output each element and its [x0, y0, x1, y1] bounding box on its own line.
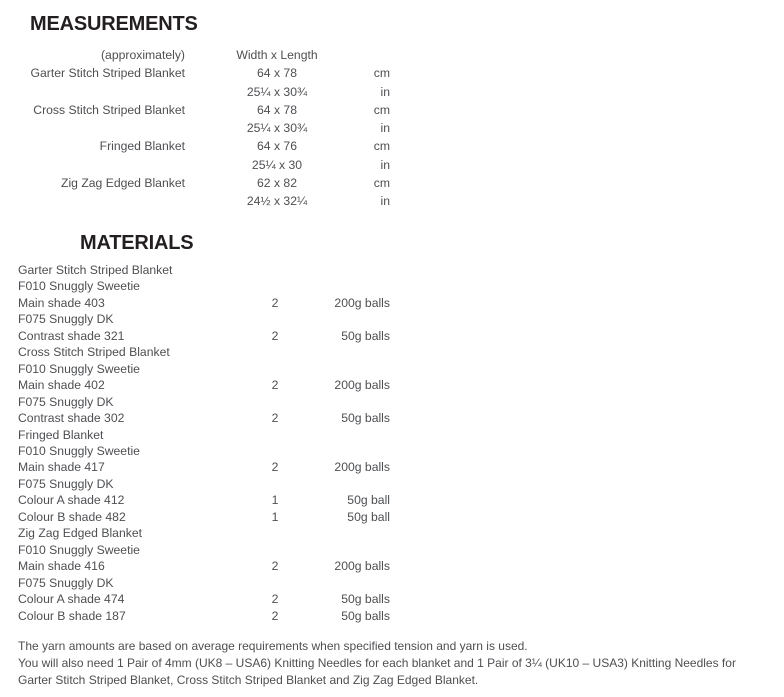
measurements-row-label: Garter Stitch Striped Blanket — [30, 66, 185, 81]
measurements-row — [0, 137, 400, 155]
materials-row-label: F075 Snuggly DK — [18, 394, 114, 409]
measurements-row-size: 24½ x 32¼ — [246, 194, 308, 209]
materials-row-label: Main shade 416 — [18, 559, 105, 574]
needles-note: You will also need 1 Pair of 4mm (UK8 – USA6) Knitting Needles for each blanket and 1 Pair of 3¼ (UK10 – USA3) Knitting Needles for Garter Stitch Striped Blanket, Cross Stitch Striped Blanket and Zig Zag Edged Blanket. — [18, 656, 736, 687]
materials-row-quantity: 2 — [271, 608, 279, 623]
materials-row-quantity: 1 — [271, 493, 279, 508]
materials-row-label: F010 Snuggly Sweetie — [18, 443, 140, 458]
measurements-row-unit: cm — [373, 102, 390, 117]
materials-row — [18, 525, 390, 541]
materials-row-quantity — [255, 311, 295, 327]
materials-row-amount — [295, 262, 390, 278]
materials-row — [18, 344, 390, 360]
materials-row-label: Main shade 402 — [18, 378, 105, 393]
materials-row-quantity — [255, 394, 295, 410]
measurements-row-size: 64 x 78 — [257, 66, 297, 81]
measurements-row-label: Fringed Blanket — [99, 139, 185, 154]
notes-section — [18, 638, 768, 689]
materials-row-amount — [295, 278, 390, 294]
materials-row — [18, 311, 390, 327]
materials-row-quantity: 2 — [271, 328, 279, 343]
materials-row-amount — [295, 575, 390, 591]
materials-row-quantity — [255, 344, 295, 360]
measurements-row — [0, 156, 400, 174]
measurements-row-size: 62 x 82 — [257, 176, 297, 191]
materials-row-amount — [295, 394, 390, 410]
measurements-row-label: (approximately) — [101, 48, 185, 62]
materials-row-label: Zig Zag Edged Blanket — [18, 526, 142, 541]
measurements-title: MEASUREMENTS — [30, 13, 198, 35]
measurements-row-size: 25¼ x 30 — [251, 157, 303, 172]
materials-row-label: F010 Snuggly Sweetie — [18, 279, 140, 294]
materials-row — [18, 328, 390, 344]
materials-row — [18, 262, 390, 278]
materials-section — [0, 231, 400, 624]
materials-row-quantity: 1 — [271, 509, 279, 524]
materials-row-quantity: 2 — [271, 378, 279, 393]
measurements-row — [0, 101, 400, 119]
materials-row-quantity: 2 — [271, 411, 279, 426]
materials-row-amount: 200g balls — [334, 295, 390, 310]
materials-row — [18, 492, 390, 508]
measurements-row — [0, 83, 400, 101]
materials-row — [18, 591, 390, 607]
materials-row-amount: 50g ball — [347, 509, 390, 524]
materials-row — [18, 558, 390, 574]
materials-row-quantity — [255, 542, 295, 558]
materials-row-amount: 200g balls — [334, 378, 390, 393]
materials-row — [18, 295, 390, 311]
materials-row-quantity — [255, 361, 295, 377]
materials-row-amount: 200g balls — [334, 460, 390, 475]
materials-row-amount — [295, 476, 390, 492]
materials-row-quantity — [255, 476, 295, 492]
materials-row — [18, 361, 390, 377]
materials-row-amount — [295, 525, 390, 541]
materials-row-label: Main shade 417 — [18, 460, 105, 475]
measurements-row-unit — [369, 46, 390, 64]
materials-row-quantity: 2 — [271, 295, 279, 310]
measurements-row — [0, 64, 400, 82]
materials-row — [18, 443, 390, 459]
measurements-row-size: 25¼ x 30¾ — [246, 121, 308, 136]
measurements-row — [0, 174, 400, 192]
materials-row — [18, 608, 390, 624]
materials-row-amount — [295, 311, 390, 327]
materials-row-quantity — [255, 575, 295, 591]
materials-row-quantity — [255, 262, 295, 278]
measurements-row-unit: cm — [373, 139, 390, 154]
materials-row-label: F075 Snuggly DK — [18, 575, 114, 590]
materials-row-quantity — [255, 278, 295, 294]
measurements-row-unit: cm — [373, 66, 390, 81]
materials-row-amount — [295, 542, 390, 558]
materials-row-quantity — [255, 525, 295, 541]
materials-row — [18, 377, 390, 393]
materials-row-amount: 200g balls — [334, 559, 390, 574]
materials-row — [18, 427, 390, 443]
measurements-row-unit: in — [380, 84, 390, 99]
measurements-row — [0, 192, 400, 210]
measurements-row-label — [0, 156, 185, 174]
materials-row-amount: 50g balls — [341, 411, 390, 426]
measurements-row-size: 64 x 76 — [257, 139, 297, 154]
materials-row-quantity — [255, 443, 295, 459]
measurements-row-label: Zig Zag Edged Blanket — [61, 176, 185, 191]
materials-row-quantity: 2 — [271, 559, 279, 574]
materials-row-label: F010 Snuggly Sweetie — [18, 542, 140, 557]
yarn-amounts-note: The yarn amounts are based on average requirements when specified tension and yarn is used. — [18, 639, 528, 653]
measurements-row-unit: in — [380, 121, 390, 136]
materials-row-label: Main shade 403 — [18, 295, 105, 310]
materials-row-amount: 50g balls — [341, 328, 390, 343]
materials-row-label: Colour A shade 412 — [18, 493, 125, 508]
materials-row-amount — [295, 443, 390, 459]
materials-row-label: Contrast shade 302 — [18, 411, 125, 426]
materials-row-amount: 50g ball — [347, 493, 390, 508]
materials-row-amount — [295, 344, 390, 360]
measurements-section — [0, 12, 400, 211]
materials-row-label: F075 Snuggly DK — [18, 476, 114, 491]
materials-row — [18, 509, 390, 525]
materials-row-label: Contrast shade 321 — [18, 328, 125, 343]
materials-row-quantity: 2 — [271, 460, 279, 475]
measurements-row — [0, 119, 400, 137]
measurements-row-size: Width x Length — [236, 48, 318, 62]
materials-row-amount: 50g balls — [341, 608, 390, 623]
materials-row-amount — [295, 427, 390, 443]
materials-row — [18, 410, 390, 426]
materials-row-label: Colour B shade 187 — [18, 608, 126, 623]
measurements-row-label — [0, 119, 185, 137]
measurements-row-unit: in — [380, 157, 390, 172]
measurements-row-size: 25¼ x 30¾ — [246, 84, 308, 99]
materials-title: MATERIALS — [80, 232, 194, 254]
measurements-row-size: 64 x 78 — [257, 102, 297, 117]
materials-row-label: Garter Stitch Striped Blanket — [18, 263, 173, 277]
materials-row-quantity: 2 — [271, 592, 279, 607]
materials-row-label: F010 Snuggly Sweetie — [18, 361, 140, 376]
measurements-row-label — [0, 192, 185, 210]
materials-row-label: F075 Snuggly DK — [18, 312, 114, 327]
materials-row — [18, 394, 390, 410]
materials-row-label: Cross Stitch Striped Blanket — [18, 345, 170, 360]
materials-row-amount — [295, 361, 390, 377]
materials-row-label: Fringed Blanket — [18, 427, 104, 442]
measurements-row-unit: in — [380, 194, 390, 209]
materials-row-amount: 50g balls — [341, 592, 390, 607]
materials-row — [18, 278, 390, 294]
materials-row — [18, 542, 390, 558]
measurements-row-label: Cross Stitch Striped Blanket — [33, 102, 185, 117]
materials-row-label: Colour B shade 482 — [18, 509, 126, 524]
materials-row — [18, 459, 390, 475]
materials-row-quantity — [255, 427, 295, 443]
measurements-row-label — [0, 83, 185, 101]
measurements-row — [0, 46, 400, 64]
materials-row-label: Colour A shade 474 — [18, 592, 125, 607]
materials-row — [18, 476, 390, 492]
measurements-table — [0, 46, 400, 211]
materials-table — [18, 262, 390, 624]
measurements-row-unit: cm — [373, 176, 390, 191]
materials-row — [18, 575, 390, 591]
